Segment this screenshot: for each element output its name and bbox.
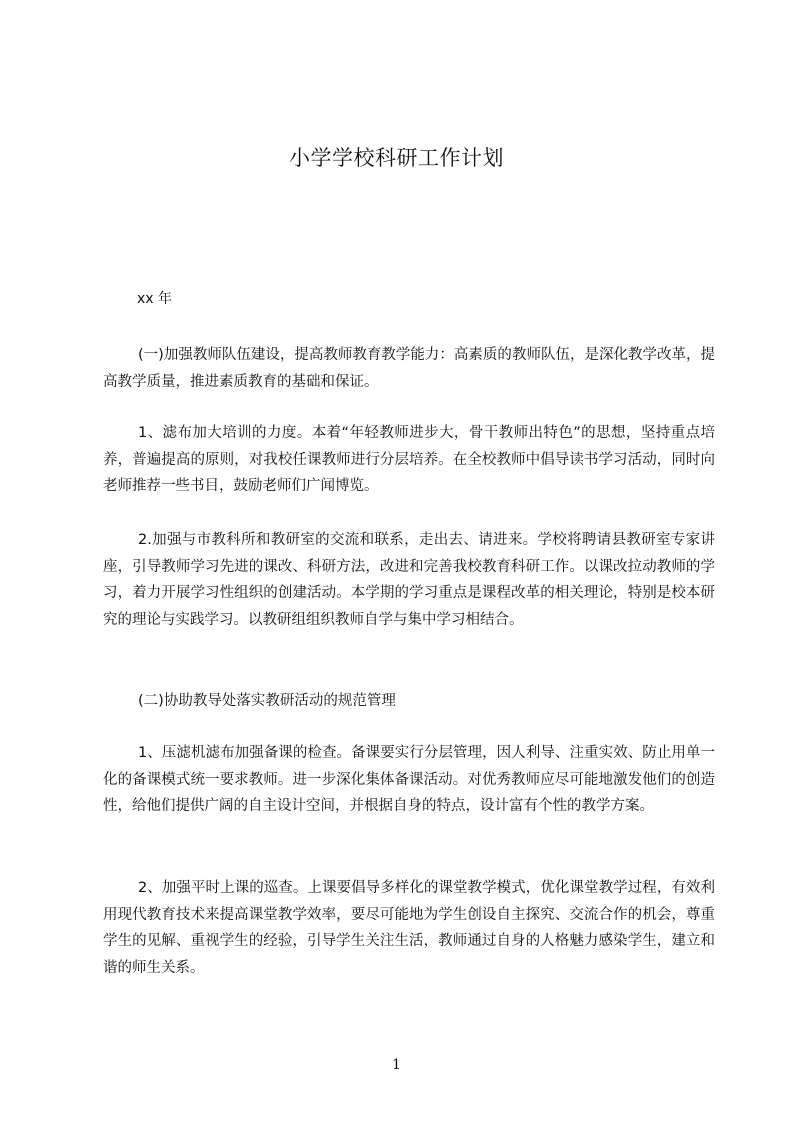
paragraph-exchange: 2.加强与市教科所和教研室的交流和联系，走出去、请进来。学校将聘请县教研室专家讲座，引导教师学习先进的课改、科研方法，改进和完善我校教育科研工作。以课改拉动教师的学习，着力开展学习性组织的创建活动。本学期的学习重点是课程改革的相关理论，特别是校本研究的理论与实践学习。以教研组组织教师自学与集中学习相结合。 — [103, 532, 715, 628]
paragraph-training: 1、滤布加大培训的力度。本着“年轻教师进步大，骨干教师出特色”的思想，坚持重点培养，普遍提高的原则，对我校任课教师进行分层培养。在全校教师中倡导读书学习活动，同时向老师推荐一些书目，鼓励老师们广闻博览。 — [103, 425, 715, 494]
year-line: xx 年 — [137, 291, 173, 307]
paragraph-class-inspection: 2、加强平时上课的巡查。上课要倡导多样化的课堂教学模式，优化课堂教学过程，有效利用现代教育技术来提高课堂教学效率，要尽可能地为学生创设自主探究、交流合作的机会，尊重学生的见解、重视学生的经验，引导学生关注生活，教师通过自身的人格魅力感染学生，建立和谐的师生关系。 — [103, 880, 715, 976]
page-number: 1 — [392, 1057, 401, 1073]
paragraph-lesson-prep: 1、压滤机滤布加强备课的检查。备课要实行分层管理，因人利导、注重实效、防止用单一化的备课模式统一要求教师。进一步深化集体备课活动。对优秀教师应尽可能地激发他们的创造性，给他们提供广阔的自主设计空间，并根据自身的特点，设计富有个性的教学方案。 — [103, 745, 715, 814]
section-2-heading: (二)协助教导处落实教研活动的规范管理 — [138, 693, 396, 709]
section-1-intro-paragraph: (一)加强教师队伍建设，提高教师教育教学能力：高素质的教师队伍，是深化教学改革，提高教学质量，推进素质教育的基础和保证。 — [103, 347, 715, 390]
document-title: 小学学校科研工作计划 — [289, 146, 504, 170]
